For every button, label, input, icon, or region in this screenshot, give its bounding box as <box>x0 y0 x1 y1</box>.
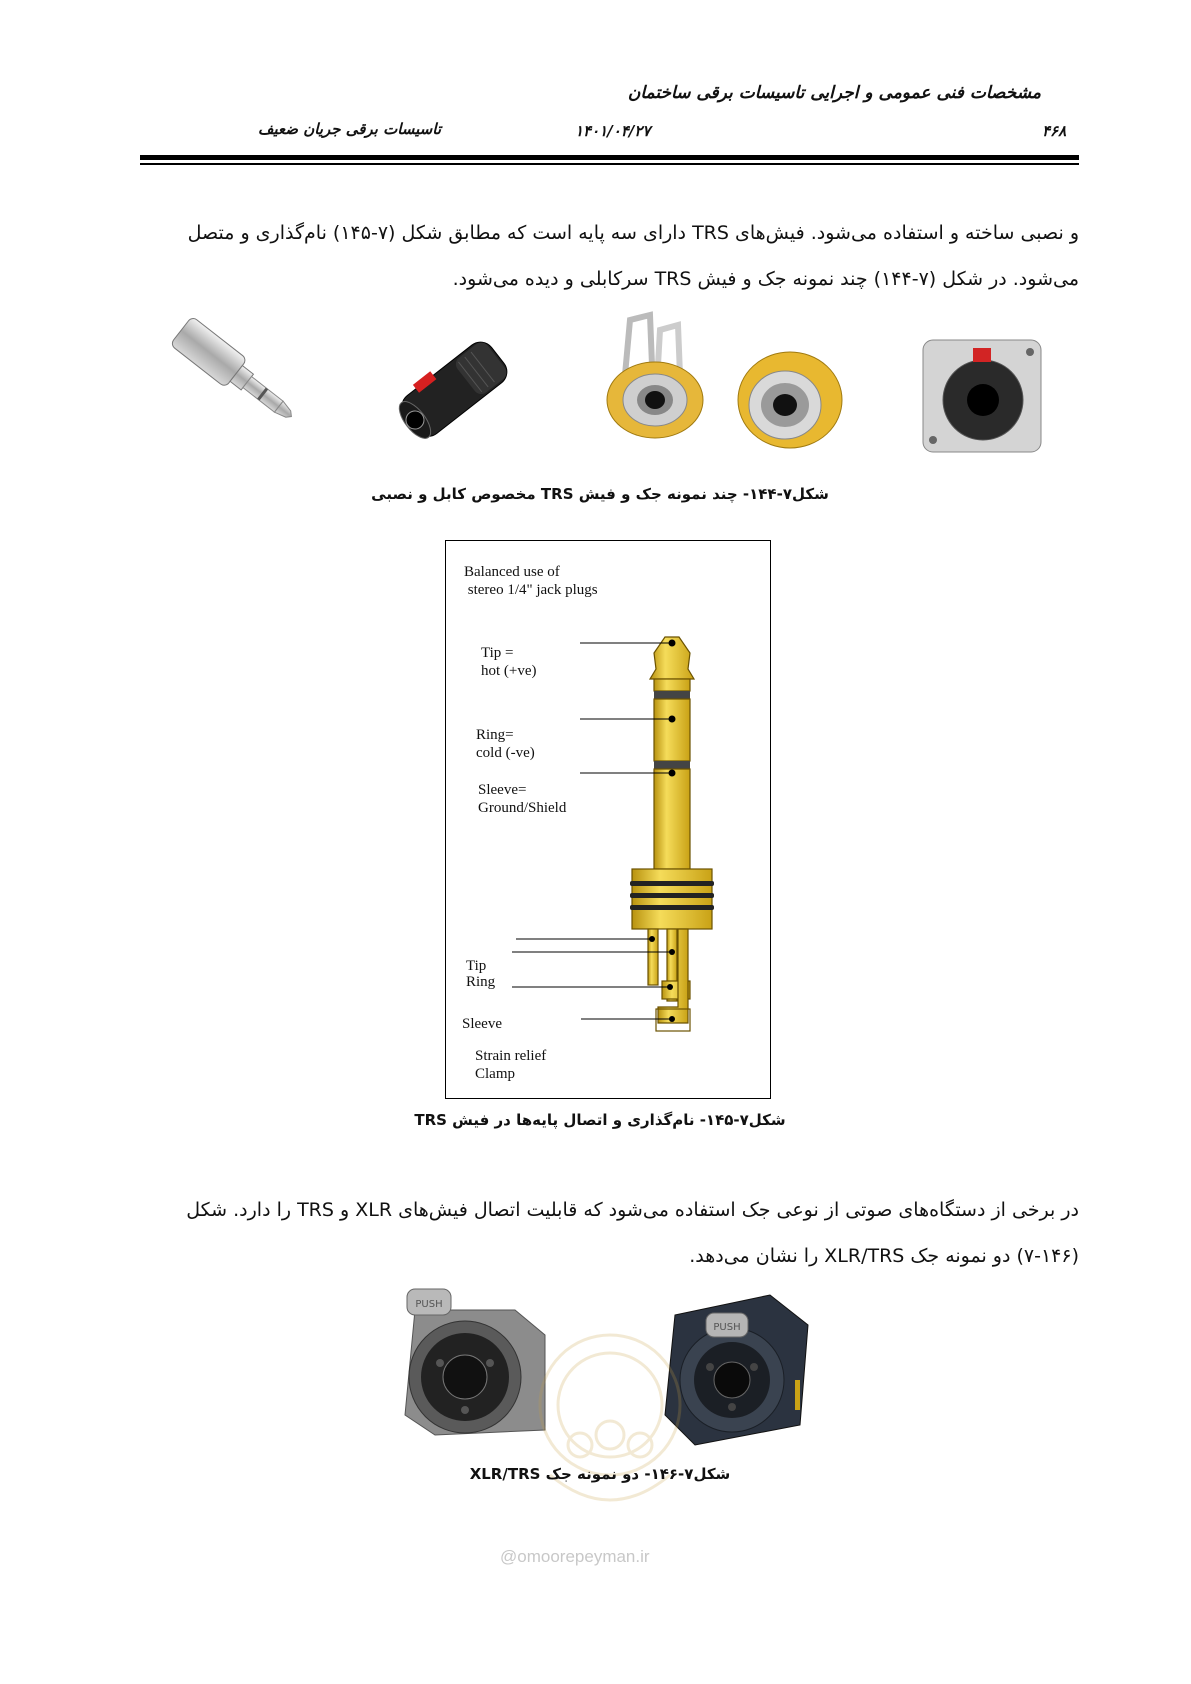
page-number: ۴۶۸ <box>1042 122 1067 140</box>
cable-jack-connector-photo <box>385 320 525 455</box>
sleeve-description: Ground/Shield <box>478 800 567 816</box>
ring-terminal-label: Ring <box>466 974 496 990</box>
watermark-url-text: omoorepeyman.ir <box>517 1547 650 1566</box>
diagram-title: stereo 1/4" jack plugs <box>464 582 598 598</box>
ring-label: Ring= <box>476 727 514 743</box>
ring-description: cold (-ve) <box>476 745 535 761</box>
figure-caption: شکل۷-۱۴۶- دو نمونه جک XLR/TRS <box>469 1465 731 1483</box>
header-rule-thin <box>140 163 1079 165</box>
section-title: تاسیسات برقی جریان ضعیف <box>257 120 441 138</box>
tip-description: hot (+ve) <box>481 663 537 679</box>
paragraph-line: در برخی از دستگاه‌های صوتی از نوعی جک استفاده می‌شود که قابلیت اتصال فیش‌های XLR و TRS را دارد. شکل <box>186 1199 1079 1221</box>
push-label: PUSH <box>713 1322 741 1333</box>
paragraph-line: و نصبی ساخته و استفاده می‌شود. فیش‌های TRS دارای سه پایه است که مطابق شکل (۷-۱۴۵) نام‌گذاری و متصل <box>187 222 1079 244</box>
watermark-seal <box>510 1295 710 1535</box>
panel-jack-nut-photo <box>735 345 845 455</box>
push-label: PUSH <box>415 1299 443 1310</box>
paragraph-line: (۷-۱۴۶) دو نمونه جک XLR/TRS را نشان می‌دهد. <box>689 1245 1079 1267</box>
document-title: مشخصات فنی عمومی و اجرایی تاسیسات برقی ساختمان <box>627 83 1041 103</box>
at-sign-icon: @ <box>500 1547 518 1566</box>
trs-plug-drawing <box>446 541 770 1098</box>
strain-relief-label: Strain relief <box>475 1048 547 1064</box>
mono-jack-plug-photo <box>155 305 315 450</box>
header-rule <box>140 155 1079 160</box>
tip-label: Tip = <box>481 645 514 661</box>
document-date: ۱۴۰۱/۰۴/۲۷ <box>575 122 651 140</box>
figure-caption: شکل۷-۱۴۵- نام‌گذاری و اتصال پایه‌ها در فیش TRS <box>414 1111 786 1129</box>
clamp-label: Clamp <box>475 1066 515 1082</box>
tip-terminal-label: Tip <box>466 958 487 974</box>
sleeve-terminal-label: Sleeve <box>462 1016 502 1032</box>
paragraph-line: می‌شود. در شکل (۷-۱۴۴) چند نمونه جک و فیش TRS سرکابلی و دیده می‌شود. <box>452 268 1079 290</box>
sleeve-label: Sleeve= <box>478 782 527 798</box>
figure-caption: شکل۷-۱۴۴- چند نمونه جک و فیش TRS مخصوص کابل و نصبی <box>371 485 829 503</box>
open-frame-jack-photo <box>600 305 710 450</box>
trs-diagram-frame <box>445 540 771 1099</box>
panel-mount-jack-photo <box>918 330 1046 460</box>
watermark-url <box>500 1547 650 1567</box>
diagram-title: Balanced use of <box>464 564 560 580</box>
